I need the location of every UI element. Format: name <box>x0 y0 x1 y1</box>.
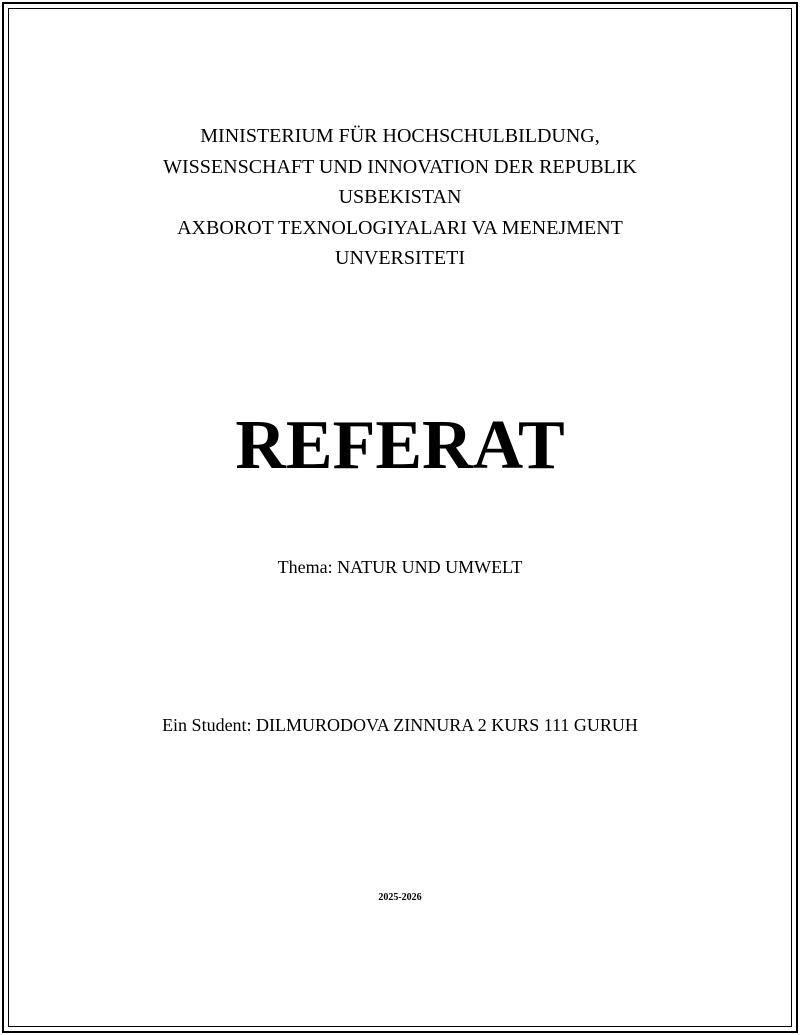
header-line: USBEKISTAN <box>338 186 462 208</box>
header-line: AXBOROT TEXNOLOGIYALARI VA MENEJMENT <box>177 216 623 239</box>
header-line: MINISTERIUM FÜR HOCHSCHULBILDUNG, <box>200 125 600 147</box>
header-line: UNVERSITETI <box>335 247 465 269</box>
document-title: REFERAT <box>235 407 565 484</box>
header-line: WISSENSCHAFT UND INNOVATION DER REPUBLIK <box>163 155 637 178</box>
institution-header <box>0 121 800 274</box>
topic-line: Thema: NATUR UND UMWELT <box>277 557 523 577</box>
student-line: Ein Student: DILMURODOVA ZINNURA 2 KURS 111 GURUH <box>162 715 638 735</box>
academic-year: 2025-2026 <box>378 892 422 903</box>
